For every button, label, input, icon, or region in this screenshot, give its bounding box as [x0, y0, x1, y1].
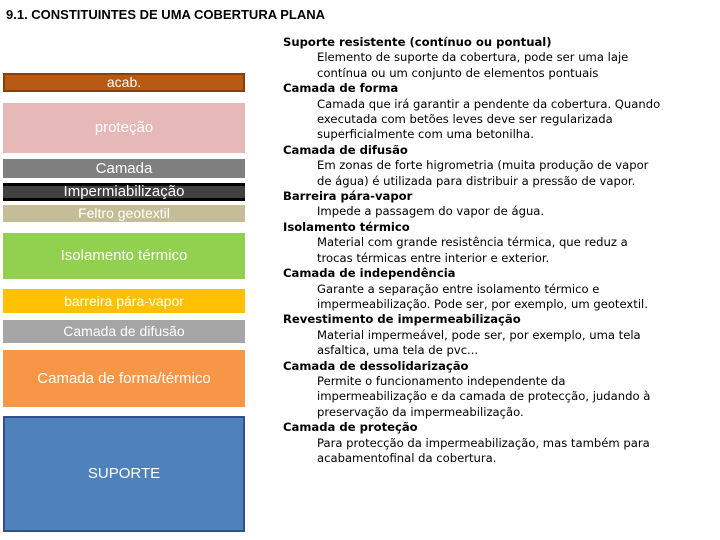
- description-line: Para protecção da impermeabilização, mas também para: [317, 435, 650, 450]
- description-item: [283, 220, 715, 266]
- description-line: trocas térmicas entre interior e exterior.: [317, 250, 550, 265]
- description-line: Material impermeável, pode ser, por exemplo, uma tela: [317, 327, 641, 342]
- description-item: [283, 35, 715, 81]
- layer-camada-forma: [3, 350, 245, 407]
- layer-suporte: [3, 416, 245, 532]
- layer-difusao-label: Camada de difusão: [63, 323, 185, 340]
- description-item: [283, 266, 715, 312]
- description-line: acabamentofinal da cobertura.: [317, 450, 497, 465]
- description-line: impermeabilização e da camada de protecção, judando à: [317, 389, 651, 404]
- description-line: Material com grande resistência térmica, que reduz a: [317, 235, 628, 250]
- layer-impermeabilizacao-label: Impermiabilização: [63, 183, 185, 201]
- description-title: Barreira pára-vapor: [283, 189, 413, 204]
- layer-camada: [3, 159, 245, 178]
- description-line: preservação da impermeabilização.: [317, 404, 524, 419]
- layer-impermeabilizacao: [3, 183, 245, 201]
- description-title: Revestimento de impermeabilização: [283, 312, 521, 327]
- description-item: [283, 312, 715, 358]
- layer-acab-label: acab.: [106, 74, 142, 91]
- description-line: asfaltica, uma tela de pvc...: [317, 343, 479, 358]
- layer-feltro-label: Feltro geotextil: [78, 205, 170, 222]
- description-title: Camada de dessolidarização: [283, 358, 469, 373]
- layer-camada-difusao: [3, 320, 245, 343]
- layer-camada-label: Camada: [95, 159, 153, 177]
- layer-isolamento-label: Isolamento térmico: [60, 247, 188, 265]
- description-line: Impede a passagem do vapor de água.: [317, 204, 545, 219]
- description-line: executada com betões leves deve ser regularizada: [317, 112, 613, 127]
- descriptions: [283, 35, 715, 466]
- description-title: Camada de difusão: [283, 142, 408, 157]
- description-title: Camada de forma: [283, 81, 399, 96]
- layer-isolamento-termico: [3, 233, 245, 279]
- description-line: de água) é utilizada para distribuir a pressão de vapor.: [317, 173, 636, 188]
- description-title: Suporte resistente (contínuo ou pontual): [283, 35, 552, 49]
- layer-barreira-label: barreira pára-vapor: [64, 292, 184, 309]
- description-line: superficialmente com uma betonilha.: [317, 127, 534, 142]
- description-item: [283, 189, 715, 220]
- layer-protecao-label: proteção: [94, 119, 154, 137]
- layer-forma-label: Camada de forma/térmico: [37, 369, 211, 387]
- description-title: Isolamento térmico: [283, 219, 410, 234]
- description-item: [283, 359, 715, 421]
- description-line: Camada que irá garantir a pendente da cobertura. Quando: [317, 96, 661, 111]
- layer-suporte-label: SUPORTE: [87, 465, 161, 483]
- layer-acab: [3, 73, 245, 92]
- description-title: Camada de proteção: [283, 420, 418, 435]
- description-line: Em zonas de forte higrometria (muita produção de vapor: [317, 158, 649, 173]
- description-line: Garante a separação entre isolamento térmico e: [317, 281, 600, 296]
- layer-impermeabilizacao-group: [3, 159, 245, 222]
- description-item: [283, 81, 715, 143]
- description-item: [283, 420, 715, 466]
- page-title: 9.1. CONSTITUINTES DE UMA COBERTURA PLANA: [6, 7, 325, 22]
- description-line: impermeabilização. Pode ser, por exemplo, um geotextil.: [317, 296, 648, 311]
- description-item: [283, 143, 715, 189]
- description-title: Camada de independência: [283, 266, 456, 281]
- layer-protecao: [3, 103, 245, 153]
- layer-feltro-geotextil: [3, 205, 245, 222]
- layer-barreira-para-vapor: [3, 289, 245, 313]
- description-line: contínua ou um conjunto de elementos pontuais: [317, 65, 599, 80]
- description-line: Permite o funcionamento independente da: [317, 373, 566, 388]
- description-line: Elemento de suporte da cobertura, pode ser uma laje: [317, 50, 629, 65]
